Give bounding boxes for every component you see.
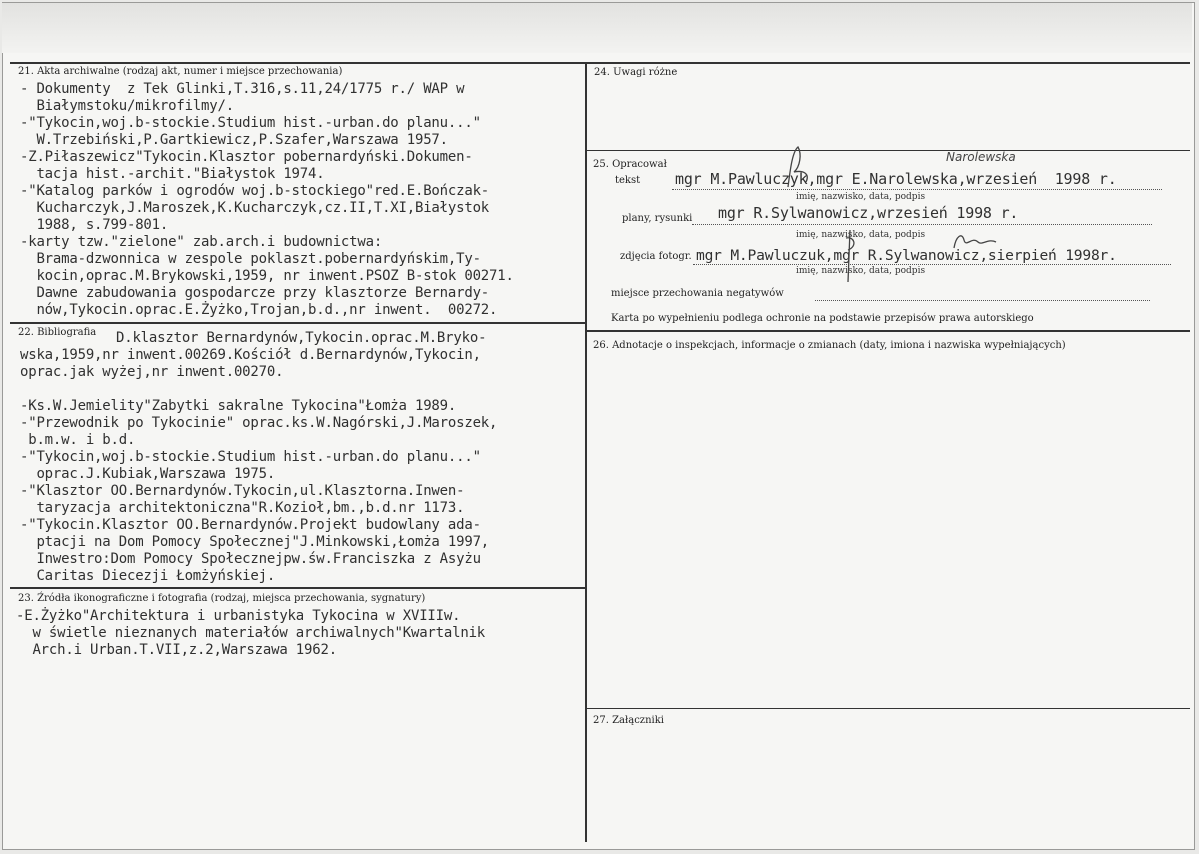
s21-line: kocin,oprac.M.Brykowski,1959, nr inwent.PSOZ B-stok 00271.: [20, 268, 514, 284]
section-27-header: 27. Załączniki: [593, 715, 664, 726]
handwritten-name: Narolewska: [946, 150, 1016, 164]
s22-line: wska,1959,nr inwent.00269.Kościół d.Bernardynów,Tykocin,: [20, 347, 481, 363]
divider-26-27: [586, 708, 1190, 709]
s22-line: -"Klasztor OO.Bernardynów.Tykocin,ul.Klasztorna.Inwen-: [20, 483, 465, 499]
s21-line: nów,Tykocin.oprac.E.Żyżko,Trojan,b.d.,nr inwent. 00272.: [20, 302, 498, 318]
plany-dotted-line: [692, 224, 1152, 225]
divider-22-23: [10, 587, 586, 589]
section-22-text: [20, 330, 497, 585]
zdjecia-label: zdjęcia fotogr.: [620, 251, 692, 262]
zdjecia-value: mgr M.Pawluczuk,mgr R.Sylwanowicz,sierpień 1998r.: [696, 247, 1117, 264]
s22-line: [20, 381, 497, 398]
s22-line: -"Tykocin,woj.b-stockie.Studium hist.-urban.do planu...": [20, 449, 481, 465]
section-25-header: 25. Opracował: [593, 159, 667, 170]
s21-line: -"Tykocin,woj.b-stockie.Studium hist.-urban.do planu...": [20, 115, 481, 131]
tekst-value: mgr M.Pawluczyk,mgr E.Narolewska,wrzesień 1998 r.: [675, 170, 1117, 188]
s21-line: Dawne zabudowania gospodarcze przy klasztorze Bernardy-: [20, 285, 490, 301]
s21-line: Brama-dzwonnica w zespole poklaszt.pobernardyńskim,Ty-: [20, 251, 481, 267]
miejsce-label: miejsce przechowania negatywów: [611, 288, 784, 299]
s21-line: Białymstoku/mikrofilmy/.: [20, 98, 234, 114]
s21-line: W.Trzebiński,P.Gartkiewicz,P.Szafer,Warszawa 1957.: [20, 132, 448, 148]
s22-line: -"Tykocin.Klasztor OO.Bernardynów.Projekt budowlany ada-: [20, 517, 481, 533]
s22-line: ptacji na Dom Pomocy Społecznej"J.Minkowski,Łomża 1997,: [20, 534, 490, 550]
tekst-label: tekst: [615, 175, 641, 186]
plany-label: plany, rysunki: [622, 213, 693, 224]
s21-line: -"Katalog parków i ogrodów woj.b-stockiego"red.E.Bończak-: [20, 183, 490, 199]
s23-line: Arch.i Urban.T.VII,z.2,Warszawa 1962.: [16, 642, 337, 658]
section-21-header: 21. Akta archiwalne (rodzaj akt, numer i miejsce przechowania): [18, 66, 343, 77]
s22-line: oprac.jak wyżej,nr inwent.00270.: [20, 364, 284, 380]
zdjecia-dotted-line: [693, 264, 1171, 265]
divider-25-26: [586, 330, 1190, 332]
section-23-text: [16, 608, 485, 659]
signature-mark-2: [836, 228, 866, 284]
s22-line: D.klasztor Bernardynów,Tykocin.oprac.M.Bryko-: [116, 330, 487, 346]
divider-21-22: [10, 322, 586, 324]
section-26-header: 26. Adnotacje o inspekcjach, informacje o zmianach (daty, imiona i nazwiska wypełniających): [593, 340, 1066, 351]
s21-line: -Z.Piłaszewicz"Tykocin.Klasztor pobernardyński.Dokumen-: [20, 149, 473, 165]
s22-line: b.m.w. i b.d.: [20, 432, 136, 448]
s22-line: oprac.J.Kubiak,Warszawa 1975.: [20, 466, 276, 482]
section-23-header: 23. Źródła ikonograficzne i fotografia (rodzaj, miejsca przechowania, sygnatury): [18, 593, 426, 604]
s22-line: taryzacja architektoniczna"R.Kozioł,bm.,b.d.nr 1173.: [20, 500, 465, 516]
s22-line: Caritas Diecezji Łomżyńskiej.: [20, 568, 276, 584]
signature-caption-1: imię, nazwisko, data, podpis: [796, 192, 926, 202]
s22-line: -Ks.W.Jemielity"Zabytki sakralne Tykocina"Łomża 1989.: [20, 398, 457, 414]
top-rule: [10, 62, 1190, 64]
s21-line: - Dokumenty z Tek Glinki,T.316,s.11,24/1775 r./ WAP w: [20, 81, 465, 97]
s22-line: Inwestro:Dom Pomocy Społecznejpw.św.Franciszka z Asyżu: [20, 551, 481, 567]
s22-line: -"Przewodnik po Tykocinie" oprac.ks.W.Nagórski,J.Maroszek,: [20, 415, 498, 431]
copyright-note: Karta po wypełnieniu podlega ochronie na podstawie przepisów prawa autorskiego: [611, 313, 1034, 324]
divider-24-25: [586, 150, 1190, 151]
plany-value: mgr R.Sylwanowicz,wrzesień 1998 r.: [718, 204, 1019, 222]
s21-line: Kucharczyk,J.Maroszek,K.Kucharczyk,cz.II,T.XI,Białystok: [20, 200, 490, 216]
section-22-header: 22. Bibliografia: [18, 327, 97, 338]
s21-line: tacja hist.-archit."Białystok 1974.: [20, 166, 325, 182]
s23-line: -E.Żyżko"Architektura i urbanistyka Tykocina w XVIIIw.: [16, 608, 461, 624]
section-24-header: 24. Uwagi różne: [594, 67, 678, 78]
section-21-text: [20, 81, 514, 319]
s23-line: w świetle nieznanych materiałów archiwalnych"Kwartalnik: [16, 625, 486, 641]
miejsce-dotted-line: [815, 300, 1150, 301]
signature-caption-3: imię, nazwisko, data, podpis: [796, 266, 926, 276]
vertical-divider: [585, 62, 587, 842]
s21-line: 1988, s.799-801.: [20, 217, 169, 233]
card-top-strip: [2, 3, 1192, 53]
tekst-dotted-line: [672, 189, 1162, 190]
signature-mark-3: [950, 230, 1000, 254]
signature-mark-1: [780, 142, 820, 202]
s21-line: -karty tzw."zielone" zab.arch.i budownictwa:: [20, 234, 383, 250]
signature-caption-2: imię, nazwisko, data, podpis: [796, 230, 926, 240]
